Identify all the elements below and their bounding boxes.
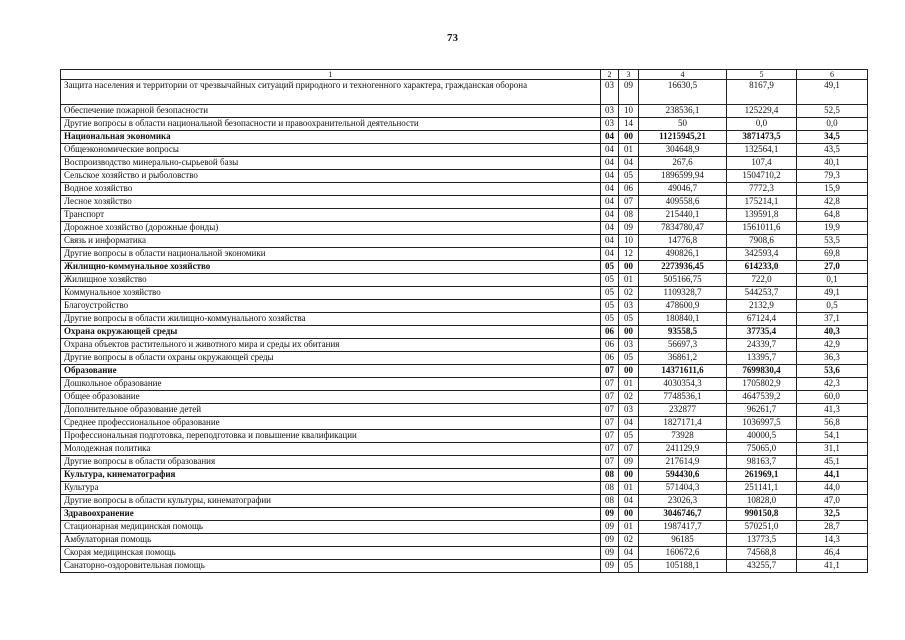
row-value-col6: 69,8 [797,248,868,261]
table-header-row [61,70,868,80]
row-value-col6: 15,9 [797,183,868,196]
table-row [61,222,868,235]
row-subsection-code: 07 [619,443,639,456]
row-section-code: 05 [601,300,619,313]
row-value-col4: 23026,3 [639,495,727,508]
row-value-col6: 0,0 [797,118,868,131]
table-section-row [61,508,868,521]
row-value-col6: 37,1 [797,313,868,326]
row-section-code: 04 [601,157,619,170]
row-name: Скорая медицинская помощь [61,547,601,560]
row-section-code: 09 [601,560,619,573]
row-section-code: 08 [601,469,619,482]
header-col-5: 5 [727,70,797,80]
row-value-col5: 10828,0 [727,495,797,508]
row-value-col6: 53,6 [797,365,868,378]
row-subsection-code: 00 [619,261,639,274]
row-value-col5: 24339,7 [727,339,797,352]
row-subsection-code: 02 [619,287,639,300]
row-section-code: 03 [601,80,619,105]
row-section-code: 07 [601,417,619,430]
row-value-col6: 42,9 [797,339,868,352]
table-row [61,443,868,456]
row-subsection-code: 09 [619,222,639,235]
row-value-col4: 571404,3 [639,482,727,495]
row-name: Связь и информатика [61,235,601,248]
row-value-col4: 1109328,7 [639,287,727,300]
row-subsection-code: 03 [619,339,639,352]
row-value-col4: 14776,8 [639,235,727,248]
row-value-col5: 990150,8 [727,508,797,521]
row-value-col5: 544253,7 [727,287,797,300]
row-value-col4: 238536,1 [639,105,727,118]
row-name: Сельское хозяйство и рыболовство [61,170,601,183]
header-col-2: 2 [601,70,619,80]
row-value-col6: 27,0 [797,261,868,274]
row-name: Здравоохранение [61,508,601,521]
row-value-col6: 36,3 [797,352,868,365]
table-row [61,105,868,118]
row-value-col4: 50 [639,118,727,131]
table-row [61,352,868,365]
table-section-row [61,261,868,274]
row-value-col6: 42,3 [797,378,868,391]
row-value-col6: 41,1 [797,560,868,573]
row-value-col4: 232877 [639,404,727,417]
row-name: Санаторно-оздоровительная помощь [61,560,601,573]
table-row [61,157,868,170]
row-value-col5: 67124,4 [727,313,797,326]
row-section-code: 09 [601,534,619,547]
table-row [61,547,868,560]
table-row [61,80,868,105]
row-value-col4: 215440,1 [639,209,727,222]
row-value-col4: 241129,9 [639,443,727,456]
row-name: Водное хозяйство [61,183,601,196]
row-section-code: 08 [601,482,619,495]
row-section-code: 04 [601,170,619,183]
table-row [61,235,868,248]
row-value-col6: 54,1 [797,430,868,443]
row-subsection-code: 05 [619,430,639,443]
row-value-col5: 125229,4 [727,105,797,118]
row-name: Благоустройство [61,300,601,313]
row-value-col5: 13773,5 [727,534,797,547]
row-section-code: 07 [601,391,619,404]
row-value-col4: 7834780,47 [639,222,727,235]
row-name: Профессиональная подготовка, переподготовка и повышение квалификации [61,430,601,443]
row-section-code: 07 [601,404,619,417]
row-value-col4: 4030354,3 [639,378,727,391]
row-name: Транспорт [61,209,601,222]
table-row [61,482,868,495]
row-name: Воспроизводство минерально-сырьевой базы [61,157,601,170]
row-value-col5: 96261,7 [727,404,797,417]
row-name: Защита населения и территории от чрезвычайных ситуаций природного и техногенного характера, гражданская оборона [61,80,601,105]
row-subsection-code: 04 [619,547,639,560]
row-value-col4: 180840,1 [639,313,727,326]
row-subsection-code: 10 [619,105,639,118]
row-value-col4: 14371611,6 [639,365,727,378]
row-value-col5: 132564,1 [727,144,797,157]
header-col-4: 4 [639,70,727,80]
row-value-col5: 98163,7 [727,456,797,469]
row-subsection-code: 05 [619,560,639,573]
row-value-col6: 41,3 [797,404,868,417]
row-value-col6: 43,5 [797,144,868,157]
table-row [61,521,868,534]
row-value-col4: 217614,9 [639,456,727,469]
row-value-col6: 14,3 [797,534,868,547]
row-name: Охрана окружающей среды [61,326,601,339]
row-subsection-code: 00 [619,508,639,521]
row-value-col6: 64,8 [797,209,868,222]
row-name: Другие вопросы в области национальной экономики [61,248,601,261]
table-row [61,391,868,404]
page-number: 73 [447,32,458,44]
table-row [61,287,868,300]
row-section-code: 07 [601,378,619,391]
row-value-col6: 42,8 [797,196,868,209]
row-value-col5: 0,0 [727,118,797,131]
row-value-col5: 251141,1 [727,482,797,495]
row-subsection-code: 00 [619,326,639,339]
row-name: Другие вопросы в области национальной безопасности и правоохранительной деятельности [61,118,601,131]
row-value-col5: 1036997,5 [727,417,797,430]
row-section-code: 03 [601,105,619,118]
row-subsection-code: 09 [619,80,639,105]
row-section-code: 04 [601,209,619,222]
row-section-code: 09 [601,521,619,534]
table-row [61,118,868,131]
row-name: Жилищное хозяйство [61,274,601,287]
table-row [61,495,868,508]
row-value-col4: 505166,75 [639,274,727,287]
row-name: Образование [61,365,601,378]
row-subsection-code: 10 [619,235,639,248]
table-row [61,209,868,222]
row-section-code: 04 [601,131,619,144]
row-value-col4: 56697,3 [639,339,727,352]
row-value-col5: 74568,8 [727,547,797,560]
row-subsection-code: 08 [619,209,639,222]
header-col-6: 6 [797,70,868,80]
row-subsection-code: 06 [619,183,639,196]
row-value-col5: 75065,0 [727,443,797,456]
row-value-col5: 37735,4 [727,326,797,339]
row-section-code: 06 [601,339,619,352]
row-name: Другие вопросы в области культуры, кинематографии [61,495,601,508]
row-value-col6: 46,4 [797,547,868,560]
row-value-col4: 11215945,21 [639,131,727,144]
row-value-col6: 49,1 [797,80,868,105]
row-value-col5: 13395,7 [727,352,797,365]
row-subsection-code: 05 [619,313,639,326]
row-subsection-code: 00 [619,469,639,482]
row-subsection-code: 07 [619,196,639,209]
row-name: Другие вопросы в области образования [61,456,601,469]
row-value-col6: 0,5 [797,300,868,313]
table-row [61,417,868,430]
row-value-col5: 1504710,2 [727,170,797,183]
row-section-code: 08 [601,495,619,508]
row-value-col6: 44,0 [797,482,868,495]
table-row [61,144,868,157]
row-value-col5: 3871473,5 [727,131,797,144]
row-value-col4: 96185 [639,534,727,547]
row-section-code: 06 [601,326,619,339]
row-value-col6: 40,3 [797,326,868,339]
table-row [61,456,868,469]
row-subsection-code: 03 [619,404,639,417]
row-section-code: 05 [601,261,619,274]
row-subsection-code: 04 [619,495,639,508]
row-value-col5: 7699830,4 [727,365,797,378]
row-name: Охрана объектов растительного и животного мира и среды их обитания [61,339,601,352]
row-value-col5: 261969,1 [727,469,797,482]
row-value-col6: 44,1 [797,469,868,482]
row-value-col4: 2273936,45 [639,261,727,274]
row-value-col4: 490826,1 [639,248,727,261]
row-value-col6: 40,1 [797,157,868,170]
row-value-col6: 32,5 [797,508,868,521]
row-value-col5: 139591,8 [727,209,797,222]
row-value-col4: 267,6 [639,157,727,170]
table-row [61,196,868,209]
row-value-col5: 7772,3 [727,183,797,196]
row-section-code: 07 [601,430,619,443]
row-section-code: 03 [601,118,619,131]
table-row [61,339,868,352]
table-row [61,274,868,287]
row-value-col5: 7908,6 [727,235,797,248]
row-name: Культура [61,482,601,495]
row-value-col5: 8167,9 [727,80,797,105]
row-value-col6: 56,8 [797,417,868,430]
row-value-col4: 1827171,4 [639,417,727,430]
row-value-col4: 160672,6 [639,547,727,560]
row-value-col6: 52,5 [797,105,868,118]
row-subsection-code: 09 [619,456,639,469]
row-subsection-code: 02 [619,534,639,547]
row-name: Молодежная политика [61,443,601,456]
row-value-col4: 49046,7 [639,183,727,196]
row-value-col6: 34,5 [797,131,868,144]
table-row [61,404,868,417]
row-section-code: 05 [601,313,619,326]
row-section-code: 04 [601,248,619,261]
row-subsection-code: 03 [619,300,639,313]
row-name: Другие вопросы в области жилищно-коммунального хозяйства [61,313,601,326]
row-value-col4: 105188,1 [639,560,727,573]
row-value-col5: 1561011,6 [727,222,797,235]
row-value-col4: 1896599,94 [639,170,727,183]
row-name: Общее образование [61,391,601,404]
row-section-code: 04 [601,222,619,235]
row-subsection-code: 01 [619,521,639,534]
row-name: Стационарная медицинская помощь [61,521,601,534]
row-value-col4: 36861,2 [639,352,727,365]
row-value-col5: 107,4 [727,157,797,170]
row-subsection-code: 12 [619,248,639,261]
row-subsection-code: 04 [619,417,639,430]
table-row [61,313,868,326]
row-section-code: 04 [601,144,619,157]
table-row [61,183,868,196]
row-name: Дошкольное образование [61,378,601,391]
row-name: Среднее профессиональное образование [61,417,601,430]
table-section-row [61,326,868,339]
row-value-col4: 478600,9 [639,300,727,313]
row-value-col5: 570251,0 [727,521,797,534]
row-section-code: 05 [601,287,619,300]
row-value-col6: 53,5 [797,235,868,248]
row-subsection-code: 01 [619,482,639,495]
row-section-code: 04 [601,196,619,209]
row-value-col5: 4647539,2 [727,391,797,404]
row-name: Дополнительное образование детей [61,404,601,417]
row-value-col4: 93558,5 [639,326,727,339]
row-section-code: 05 [601,274,619,287]
row-value-col5: 614233,0 [727,261,797,274]
row-value-col4: 3046746,7 [639,508,727,521]
row-name: Обеспечение пожарной безопасности [61,105,601,118]
row-value-col5: 2132,9 [727,300,797,313]
table-row [61,534,868,547]
row-subsection-code: 05 [619,170,639,183]
row-value-col4: 304648,9 [639,144,727,157]
row-name: Общеэкономические вопросы [61,144,601,157]
row-value-col6: 0,1 [797,274,868,287]
table-row [61,248,868,261]
row-name: Другие вопросы в области охраны окружающей среды [61,352,601,365]
table-row [61,170,868,183]
row-name: Дорожное хозяйство (дорожные фонды) [61,222,601,235]
row-name: Культура, кинематография [61,469,601,482]
row-subsection-code: 14 [619,118,639,131]
row-section-code: 07 [601,456,619,469]
table-row [61,560,868,573]
row-subsection-code: 04 [619,157,639,170]
row-name: Коммунальное хозяйство [61,287,601,300]
row-value-col4: 409558,6 [639,196,727,209]
row-value-col6: 47,0 [797,495,868,508]
row-value-col4: 594430,6 [639,469,727,482]
row-section-code: 09 [601,508,619,521]
row-value-col4: 16630,5 [639,80,727,105]
row-section-code: 04 [601,235,619,248]
row-section-code: 07 [601,443,619,456]
table-row [61,430,868,443]
row-name: Жилищно-коммунальное хозяйство [61,261,601,274]
row-section-code: 04 [601,183,619,196]
table-section-row [61,469,868,482]
row-value-col6: 28,7 [797,521,868,534]
table-row [61,300,868,313]
row-value-col6: 60,0 [797,391,868,404]
row-value-col6: 79,3 [797,170,868,183]
row-subsection-code: 00 [619,365,639,378]
row-value-col5: 175214,1 [727,196,797,209]
table-row [61,378,868,391]
table-section-row [61,365,868,378]
row-subsection-code: 05 [619,352,639,365]
row-value-col5: 40000,5 [727,430,797,443]
row-subsection-code: 00 [619,131,639,144]
budget-table [60,69,868,573]
row-name: Национальная экономика [61,131,601,144]
row-subsection-code: 01 [619,378,639,391]
table-section-row [61,131,868,144]
row-value-col4: 73928 [639,430,727,443]
row-value-col5: 722,0 [727,274,797,287]
row-value-col5: 1705802,9 [727,378,797,391]
row-name: Амбулаторная помощь [61,534,601,547]
row-value-col6: 31,1 [797,443,868,456]
row-value-col5: 43255,7 [727,560,797,573]
row-name: Лесное хозяйство [61,196,601,209]
header-col-3: 3 [619,70,639,80]
row-value-col4: 7748536,1 [639,391,727,404]
row-subsection-code: 01 [619,274,639,287]
row-value-col6: 49,1 [797,287,868,300]
row-value-col5: 342593,4 [727,248,797,261]
row-subsection-code: 02 [619,391,639,404]
row-section-code: 09 [601,547,619,560]
row-value-col4: 1987417,7 [639,521,727,534]
row-value-col6: 19,9 [797,222,868,235]
row-value-col6: 45,1 [797,456,868,469]
row-section-code: 06 [601,352,619,365]
row-subsection-code: 01 [619,144,639,157]
row-section-code: 07 [601,365,619,378]
header-col-1: 1 [61,70,601,80]
